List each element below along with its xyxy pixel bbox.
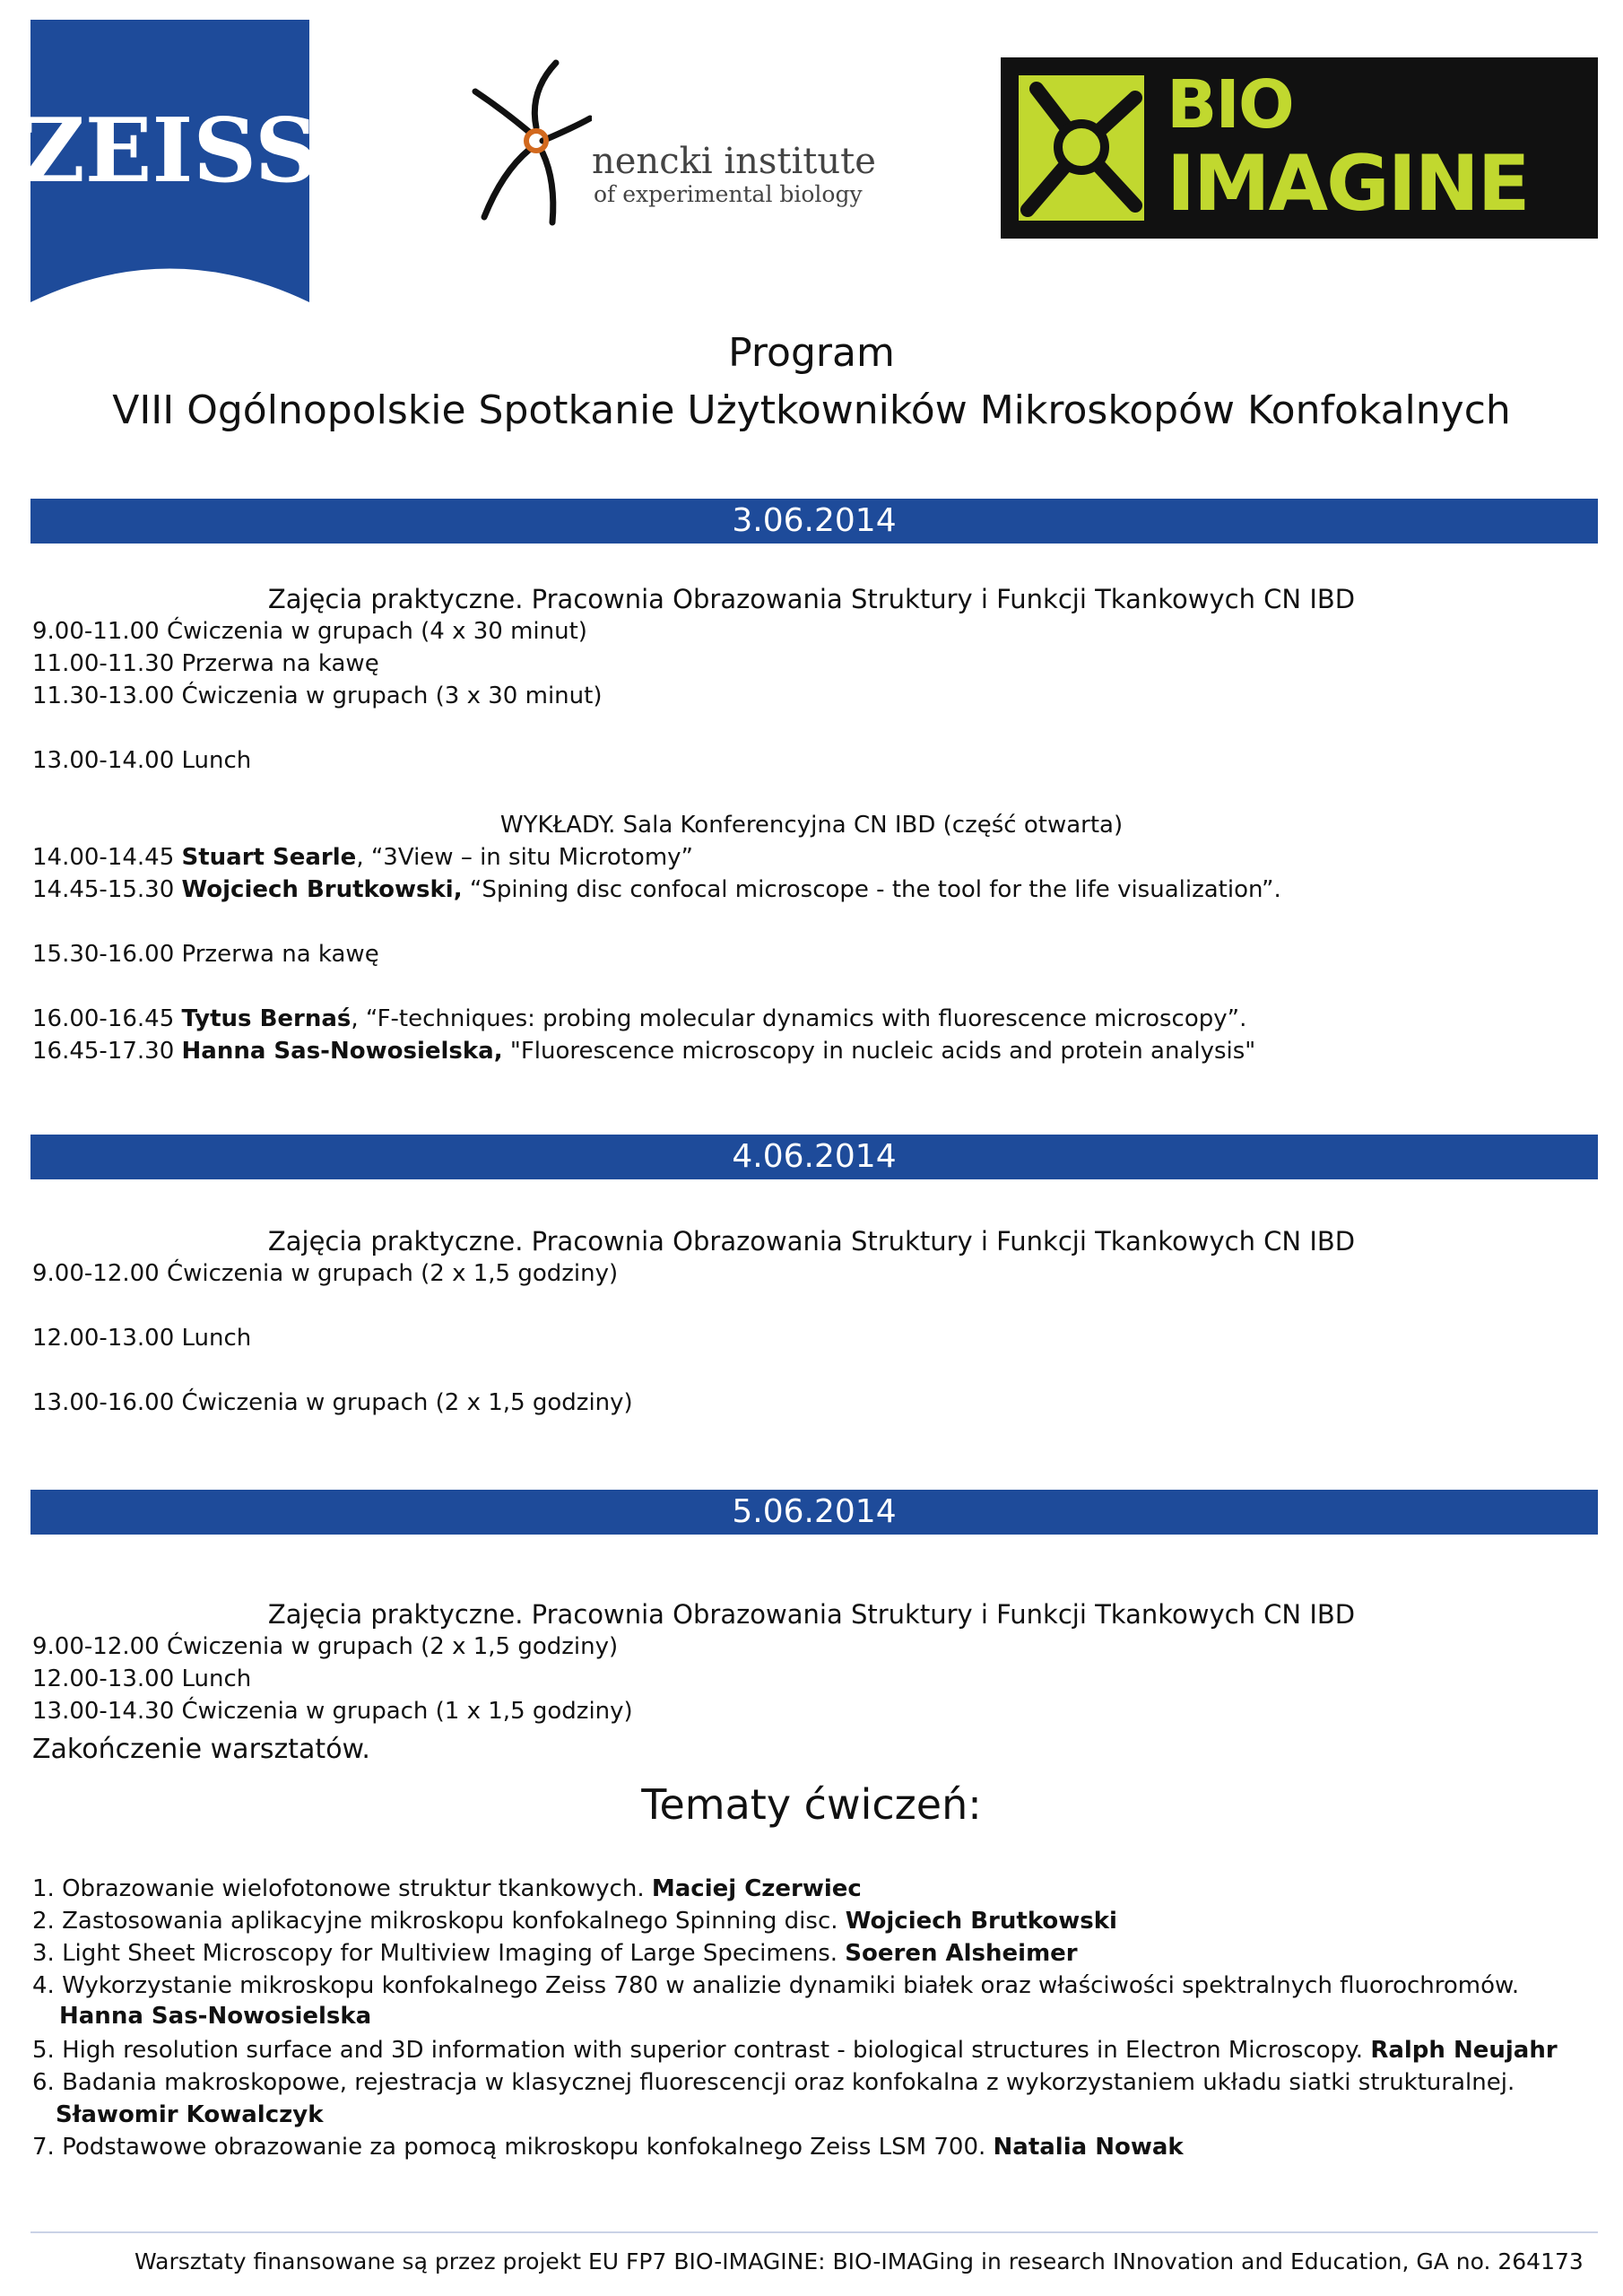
lecture-item [32, 874, 1281, 906]
topic-item [32, 2131, 1184, 2163]
schedule-item: 15.30-16.00 Przerwa na kawę [32, 941, 379, 968]
topic-author: Sławomir Kowalczyk [56, 2101, 324, 2128]
topic-text: 1. Obrazowanie wielofotonowe struktur tkankowych. [32, 1875, 652, 1902]
lecture-title: “Spining disc confocal microscope - the tool for the life visualization”. [462, 876, 1281, 903]
schedule-item: 12.00-13.00 Lunch [32, 1665, 252, 1692]
zeiss-logo-text: ZEISS [30, 100, 309, 203]
page-title: Program [728, 330, 895, 376]
lecture-title: , “F-techniques: probing molecular dynamics with fluorescence microscopy”. [351, 1005, 1247, 1032]
schedule-item: 13.00-14.30 Ćwiczenia w grupach (1 x 1,5 godziny) [32, 1698, 633, 1725]
footer-divider [30, 2231, 1598, 2233]
nencki-logo [466, 56, 888, 226]
lecture-speaker: Tytus Bernaś [181, 1005, 352, 1032]
topic-author: Soeren Alsheimer [845, 1940, 1078, 1967]
topic-text: 7. Podstawowe obrazowanie za pomocą mikroskopu konfokalnego Zeiss LSM 700. [32, 2134, 994, 2161]
topic-item [32, 1905, 1117, 1937]
lecture-time: 16.00-16.45 [32, 1005, 182, 1032]
schedule-item: 9.00-11.00 Ćwiczenia w grupach (4 x 30 minut) [32, 618, 587, 645]
closing-text: Zakończenie warsztatów. [32, 1734, 370, 1765]
schedule-item: 13.00-14.00 Lunch [32, 747, 252, 774]
topic-text: 2. Zastosowania aplikacyjne mikroskopu konfokalnego Spinning disc. [32, 1908, 846, 1935]
zeiss-logo-graphic [30, 20, 309, 302]
schedule-item: 11.30-13.00 Ćwiczenia w grupach (3 x 30 minut) [32, 683, 603, 709]
schedule-item: 11.00-11.30 Przerwa na kawę [32, 650, 379, 677]
lecture-speaker: Wojciech Brutkowski, [181, 876, 463, 903]
topic-item: 6. Badania makroskopowe, rejestracja w klasycznej fluorescencji oraz konfokalna z wykorzystaniem układu siatki strukturalnej. [32, 2069, 1515, 2096]
practical-heading-day1: Zajęcia praktyczne. Pracownia Obrazowania Struktury i Funkcji Tkankowych CN IBD [267, 584, 1356, 614]
lectures-heading-day1: WYKŁADY. Sala Konferencyjna CN IBD (część otwarta) [499, 812, 1124, 839]
topics-heading: Tematy ćwiczeń: [641, 1780, 982, 1829]
topic-text: 3. Light Sheet Microscopy for Multiview Imaging of Large Specimens. [32, 1940, 846, 1967]
schedule-item: 9.00-12.00 Ćwiczenia w grupach (2 x 1,5 godziny) [32, 1260, 619, 1287]
bio-imagine-word1: BIO [1167, 66, 1293, 144]
nencki-subtitle: of experimental biology [594, 181, 863, 207]
topic-item: 4. Wykorzystanie mikroskopu konfokalnego Zeiss 780 w analizie dynamiki białek oraz właściwości spektralnych fluorochromów. [32, 1972, 1520, 1999]
practical-heading-day3: Zajęcia praktyczne. Pracownia Obrazowania Struktury i Funkcji Tkankowych CN IBD [267, 1599, 1356, 1630]
schedule-item: 9.00-12.00 Ćwiczenia w grupach (2 x 1,5 godziny) [32, 1633, 619, 1660]
lecture-time: 14.45-15.30 [32, 876, 182, 903]
topic-author: Hanna Sas-Nowosielska [59, 2003, 372, 2030]
topic-item [32, 1937, 1078, 1970]
lecture-item [32, 1003, 1246, 1035]
lecture-item [32, 1035, 1255, 1067]
topic-item [32, 1873, 862, 1905]
practical-heading-day2: Zajęcia praktyczne. Pracownia Obrazowania Struktury i Funkcji Tkankowych CN IBD [267, 1226, 1356, 1257]
lecture-item [32, 841, 693, 874]
topic-text: 5. High resolution surface and 3D information with superior contrast - biological structures in Electron Microscopy. [32, 2037, 1371, 2064]
topic-item [32, 2034, 1558, 2066]
topic-author: Ralph Neujahr [1370, 2037, 1558, 2064]
lecture-speaker: Stuart Searle [181, 844, 357, 871]
nencki-name: nencki institute [592, 141, 876, 182]
lecture-time: 14.00-14.45 [32, 844, 182, 871]
lecture-title: , “3View – in situ Microtomy” [356, 844, 694, 871]
topic-author: Natalia Nowak [993, 2134, 1184, 2161]
lecture-speaker: Hanna Sas-Nowosielska, [181, 1038, 503, 1065]
schedule-item: 13.00-16.00 Ćwiczenia w grupach (2 x 1,5 godziny) [32, 1389, 633, 1416]
date-bar-day3: 5.06.2014 [30, 1490, 1598, 1535]
bio-imagine-logo [1001, 57, 1598, 239]
topic-author: Wojciech Brutkowski [845, 1908, 1117, 1935]
topic-author: Maciej Czerwiec [651, 1875, 862, 1902]
zeiss-logo [30, 20, 309, 302]
page-subtitle: VIII Ogólnopolskie Spotkanie Użytkowników Mikroskopów Konfokalnych [112, 387, 1511, 433]
bio-imagine-icon [1001, 57, 1162, 239]
date-bar-day1: 3.06.2014 [30, 499, 1598, 544]
schedule-item: 12.00-13.00 Lunch [32, 1325, 252, 1352]
bio-imagine-word2: IMAGINE [1167, 139, 1529, 229]
date-bar-day2: 4.06.2014 [30, 1135, 1598, 1179]
lecture-title: "Fluorescence microscopy in nucleic acids and protein analysis" [502, 1038, 1256, 1065]
neuron-icon [466, 56, 592, 226]
lecture-time: 16.45-17.30 [32, 1038, 182, 1065]
footer-funding: Warsztaty finansowane są przez projekt EU FP7 BIO-IMAGINE: BIO-IMAGing in research INnovation and Education, GA no. 264173 [135, 2248, 1584, 2274]
